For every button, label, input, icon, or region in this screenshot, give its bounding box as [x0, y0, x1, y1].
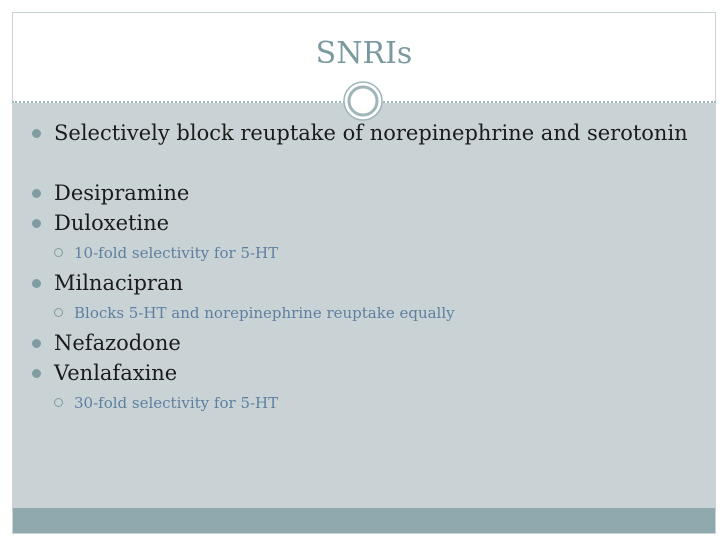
sub-list-item — [32, 388, 692, 418]
list-item — [32, 328, 692, 358]
list-item — [32, 208, 692, 238]
filled-circle-bullet-icon — [32, 279, 41, 288]
bullet-list — [32, 118, 692, 418]
circle-ornament-icon — [342, 80, 384, 122]
sub-list-item — [32, 298, 692, 328]
filled-circle-bullet-icon — [32, 219, 41, 228]
sub-list-item-text: Blocks 5-HT and norepinephrine reuptake equally — [74, 304, 455, 322]
list-item-text: Duloxetine — [54, 211, 170, 235]
slide-title: SNRIs — [315, 36, 413, 71]
list-item-text: Selectively block reuptake of norepinephrine and serotonin — [54, 121, 688, 145]
hollow-circle-bullet-icon — [54, 308, 63, 317]
list-item — [32, 118, 692, 148]
list-item — [32, 268, 692, 298]
sub-list-item-text: 30-fold selectivity for 5-HT — [74, 394, 279, 412]
list-item-text: Venlafaxine — [54, 361, 178, 385]
filled-circle-bullet-icon — [32, 369, 41, 378]
sub-list-item — [32, 238, 692, 268]
sub-list-item-text: 10-fold selectivity for 5-HT — [74, 244, 279, 262]
list-item-text: Desipramine — [54, 181, 190, 205]
filled-circle-bullet-icon — [32, 189, 41, 198]
list-item — [32, 178, 692, 208]
list-item — [32, 358, 692, 388]
list-item-text: Nefazodone — [54, 331, 181, 355]
list-item-text: Milnacipran — [54, 271, 183, 295]
filled-circle-bullet-icon — [32, 339, 41, 348]
filled-circle-bullet-icon — [32, 129, 41, 138]
list-gap — [32, 148, 692, 178]
hollow-circle-bullet-icon — [54, 248, 63, 257]
hollow-circle-bullet-icon — [54, 398, 63, 407]
